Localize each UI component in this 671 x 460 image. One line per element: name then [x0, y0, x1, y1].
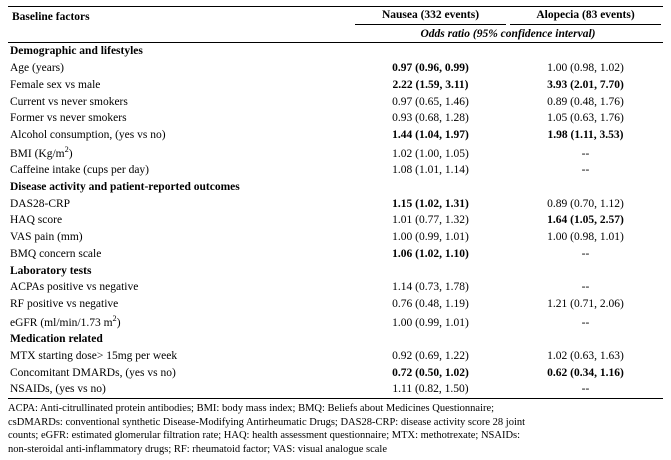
results-table: [8, 6, 663, 399]
row-value-nausea: 2.22 (1.59, 3.11): [392, 78, 469, 91]
row-value-nausea: 1.02 (1.00, 1.05): [392, 147, 469, 160]
row-label: VAS pain (mm): [10, 231, 83, 244]
header-alopecia: Alopecia (83 events): [508, 7, 663, 26]
section-header-row: [8, 263, 663, 280]
row-label: [8, 313, 353, 332]
row-value-nausea: 0.97 (0.96, 0.99): [392, 62, 469, 75]
row-value-nausea: 1.11 (0.82, 1.50): [392, 383, 469, 396]
table-row: [8, 212, 663, 229]
table-row: [8, 60, 663, 77]
section-title-demographics: Demographic and lifestyles: [10, 45, 143, 58]
row-label: HAQ score: [10, 214, 63, 227]
subheader-blank: [8, 26, 353, 43]
row-value-nausea: 0.76 (0.48, 1.19): [392, 298, 469, 311]
row-value-alopecia: 0.89 (0.70, 1.12): [547, 197, 624, 210]
row-label: BMQ concern scale: [10, 247, 102, 260]
table-row: [8, 313, 663, 332]
row-label-text: eGFR (ml/min/1.73 $m^2$): [10, 313, 121, 329]
row-label: RF positive vs negative: [10, 298, 119, 311]
table-row: [8, 296, 663, 313]
row-label: Former vs never smokers: [10, 112, 127, 125]
table-row: [8, 365, 663, 382]
table-subheader-row: [8, 26, 663, 43]
row-value-alopecia: 1.98 (1.11, 3.53): [547, 129, 624, 142]
row-value-nausea: 0.72 (0.50, 1.02): [392, 366, 469, 379]
row-label: Age (years): [10, 62, 64, 75]
row-value-alopecia: 1.21 (0.71, 2.06): [547, 298, 624, 311]
row-value-alopecia: 0.89 (0.48, 1.76): [547, 95, 624, 108]
row-value-nausea: 1.00 (0.99, 1.01): [392, 316, 469, 329]
row-value-alopecia: --: [581, 247, 590, 260]
table-row: [8, 127, 663, 144]
row-value-alopecia: --: [581, 164, 590, 177]
section-title-medication: Medication related: [10, 333, 103, 346]
row-value-alopecia: 1.05 (0.63, 1.76): [547, 112, 624, 125]
table-header-row: [8, 7, 663, 26]
row-value-alopecia: 1.02 (0.63, 1.63): [547, 350, 624, 363]
row-value-nausea: 0.93 (0.68, 1.28): [392, 112, 469, 125]
row-value-nausea: 1.06 (1.02, 1.10): [392, 247, 469, 260]
row-label: [8, 144, 353, 163]
table-body: [8, 7, 663, 399]
subheader-odds-ratio: Odds ratio (95% confidence interval): [420, 27, 596, 40]
row-label: Current vs never smokers: [10, 95, 128, 108]
row-value-nausea: 1.00 (0.99, 1.01): [392, 231, 469, 244]
row-label: ACPAs positive vs negative: [10, 281, 139, 294]
table-row: [8, 229, 663, 246]
row-value-alopecia: --: [581, 316, 590, 329]
row-value-nausea: 0.97 (0.65, 1.46): [392, 95, 469, 108]
row-label: NSAIDs, (yes vs no): [10, 383, 106, 396]
table-row: [8, 348, 663, 365]
row-value-alopecia: 1.00 (0.98, 1.01): [547, 231, 624, 244]
row-value-alopecia: 1.64 (1.05, 2.57): [547, 214, 624, 227]
table-row: [8, 144, 663, 163]
row-value-nausea: 1.44 (1.04, 1.97): [392, 129, 469, 142]
footnote-line-3: counts; eGFR: estimated glomerular filtration rate; HAQ: health assessment questionnaire; MTX: methotrexate; NSAIDs:: [8, 430, 521, 442]
row-value-nausea: 0.92 (0.69, 1.22): [392, 350, 469, 363]
section-header-row: [8, 179, 663, 196]
row-label: DAS28-CRP: [10, 197, 71, 210]
header-nausea: Nausea (332 events): [353, 7, 508, 26]
section-header-row: [8, 331, 663, 348]
row-label: Concomitant DMARDs, (yes vs no): [10, 366, 176, 379]
footnote-line-4: non-steroidal anti-inflammatory drugs; RF: rheumatoid factor; VAS: visual analogue scale: [8, 444, 387, 456]
row-value-alopecia: --: [581, 383, 590, 396]
table-row: [8, 279, 663, 296]
row-label: Female sex vs male: [10, 78, 101, 91]
row-label: MTX starting dose> 15mg per week: [10, 350, 178, 363]
row-value-nausea: 1.15 (1.02, 1.31): [392, 197, 469, 210]
footnote-line-2: csDMARDs: conventional synthetic Disease-Modifying Antirheumatic Drugs; DAS28-CRP: disease activity score 28 joint: [8, 416, 526, 428]
table-row: [8, 77, 663, 94]
row-value-alopecia: 0.62 (0.34, 1.16): [547, 366, 624, 379]
row-value-alopecia: --: [581, 281, 590, 294]
table-row: [8, 196, 663, 213]
table-row: [8, 246, 663, 263]
table-footnote: [8, 402, 663, 457]
header-baseline-factors: Baseline factors: [12, 11, 90, 23]
table-row: [8, 381, 663, 398]
table-row: [8, 94, 663, 111]
row-value-nausea: 1.14 (0.73, 1.78): [392, 281, 469, 294]
row-label: Alcohol consumption, (yes vs no): [10, 129, 166, 142]
section-title-laboratory: Laboratory tests: [10, 264, 92, 277]
row-value-nausea: 1.01 (0.77, 1.32): [392, 214, 469, 227]
section-header-row: [8, 43, 663, 60]
row-value-alopecia: 3.93 (2.01, 7.70): [547, 78, 624, 91]
row-label: Caffeine intake (cups per day): [10, 164, 150, 177]
row-value-alopecia: 1.00 (0.98, 1.02): [547, 62, 624, 75]
row-value-nausea: 1.08 (1.01, 1.14): [392, 164, 469, 177]
footnote-line-1: ACPA: Anti-citrullinated protein antibodies; BMI: body mass index; BMQ: Beliefs about Medicines Questionnaire;: [8, 403, 495, 415]
section-title-disease-activity: Disease activity and patient-reported outcomes: [10, 181, 240, 194]
row-value-alopecia: --: [581, 147, 590, 160]
table-row: [8, 162, 663, 179]
table-row: [8, 110, 663, 127]
row-label-text: BMI $(Kg/m^2)$: [10, 144, 73, 160]
